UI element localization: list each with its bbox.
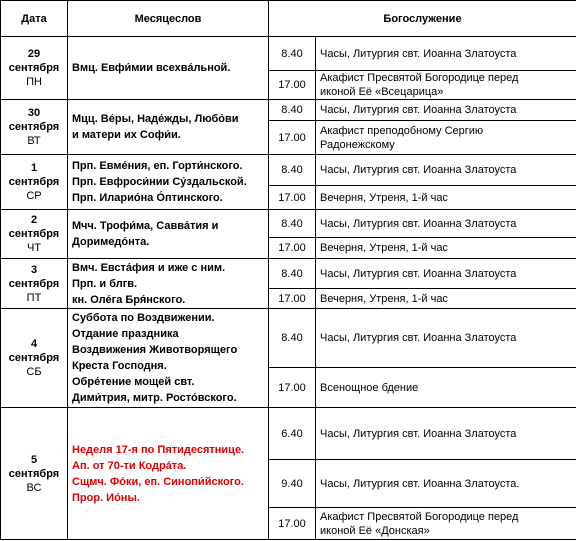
saint-line: Дими́трия, митр. Росто́вского. (72, 392, 237, 404)
date-day: 4 (30, 338, 38, 350)
date-weekday: ЧТ (26, 242, 42, 254)
service-text (316, 186, 576, 210)
service-time: 17.00 (269, 508, 316, 540)
service-time: 17.00 (269, 121, 316, 155)
saint-line: кн. Оле́га Бря́нского. (72, 293, 186, 306)
date-cell (1, 37, 68, 100)
saint-cell (68, 155, 269, 210)
saint-line: Ап. от 70-ти Кодра́та. (72, 459, 187, 472)
day-row (1, 37, 576, 71)
date-day: 29 (27, 48, 41, 60)
service-text-line: Радонежскому (320, 138, 395, 151)
date-month: сентября (8, 62, 60, 74)
service-text (316, 460, 576, 508)
saint-line: Мчч. Трофи́ма, Савва́тия и (72, 220, 219, 232)
service-text-line: иконой Её «Всецарица» (320, 86, 444, 98)
saint-line: Прор. Ио́ны. (72, 491, 140, 504)
date-month: сентября (8, 228, 60, 240)
service-text (316, 37, 576, 71)
saint-line: Мцц. Ве́ры, Наде́жды, Любо́ви (72, 113, 239, 125)
service-text-line: Часы, Литургия свт. Иоанна Златоуста (320, 267, 517, 280)
saint-cell (68, 309, 269, 408)
service-time: 17.00 (269, 71, 316, 100)
service-text (316, 121, 576, 155)
date-weekday: ВС (26, 481, 42, 494)
date-weekday: ПТ (26, 291, 42, 304)
day-row (1, 210, 576, 238)
date-month: сентября (8, 121, 60, 133)
date-month: сентября (8, 467, 60, 480)
date-day: 1 (30, 162, 38, 174)
service-time: 8.40 (269, 210, 316, 238)
service-time: 8.40 (269, 100, 316, 121)
service-time: 8.40 (269, 259, 316, 289)
date-weekday: СБ (26, 366, 42, 378)
date-day: 30 (27, 107, 41, 119)
date-weekday: ПН (26, 76, 42, 88)
service-text-line: Часы, Литургия свт. Иоанна Златоуста. (320, 477, 520, 490)
service-time: 8.40 (269, 309, 316, 368)
service-text (316, 508, 576, 540)
header-service: Богослужение (269, 1, 576, 37)
date-cell (1, 259, 68, 309)
service-text-line: Вечерня, Утреня, 1-й час (320, 242, 448, 254)
service-time: 6.40 (269, 408, 316, 460)
day-row (1, 259, 576, 289)
service-text (316, 408, 576, 460)
saint-cell (68, 100, 269, 155)
date-weekday: СР (26, 190, 42, 202)
service-text (316, 259, 576, 289)
service-text (316, 210, 576, 238)
saint-line: Отдание праздника (72, 328, 179, 340)
saint-line: Неделя 17-я по Пятидесятнице. (72, 443, 245, 456)
saint-line: Креста Господня. (72, 360, 167, 372)
date-day: 5 (30, 453, 38, 466)
saint-cell (68, 408, 269, 540)
service-text (316, 100, 576, 121)
service-time: 17.00 (269, 368, 316, 408)
service-text (316, 238, 576, 259)
service-time: 8.40 (269, 155, 316, 186)
saint-cell (68, 37, 269, 100)
service-text (316, 289, 576, 309)
service-text-line: Часы, Литургия свт. Иоанна Златоуста (320, 332, 517, 344)
service-text-line: Акафист преподобному Сергию (320, 124, 484, 137)
saint-line: Прп. Иларио́на О́птинского. (72, 192, 223, 204)
date-month: сентября (8, 352, 60, 364)
saint-line: Вмц. Евфи́мии всехва́льной. (72, 62, 231, 74)
service-text-line: Акафист Пресвятой Богородице перед (320, 72, 519, 84)
service-text-line: Всенощное бдение (320, 381, 419, 394)
header-menologion: Месяцеслов (68, 1, 269, 37)
service-text-line: Часы, Литургия свт. Иоанна Златоуста (320, 427, 517, 440)
date-cell (1, 155, 68, 210)
date-cell (1, 309, 68, 408)
saint-line: Прп. Евме́ния, еп. Горти́нского. (72, 160, 243, 172)
saint-line: Прп. Евфроси́нии Су́здальской. (72, 176, 247, 188)
service-text (316, 71, 576, 100)
service-text (316, 309, 576, 368)
day-row (1, 408, 576, 460)
header-row (1, 1, 576, 37)
day-row (1, 155, 576, 186)
service-text-line: Вечерня, Утреня, 1-й час (320, 191, 448, 204)
service-time: 9.40 (269, 460, 316, 508)
service-text-line: Часы, Литургия свт. Иоанна Златоуста (320, 217, 517, 230)
service-text-line: Вечерня, Утреня, 1-й час (320, 292, 448, 305)
date-month: сентября (8, 176, 60, 188)
day-row (1, 100, 576, 121)
date-day: 2 (30, 214, 38, 226)
saint-cell (68, 210, 269, 259)
service-text-line: Часы, Литургия свт. Иоанна Златоуста (320, 104, 517, 116)
header-date: Дата (1, 1, 68, 37)
saint-line: Обре́тение мощей свт. (72, 376, 195, 388)
date-month: сентября (8, 277, 60, 290)
saint-line: Воздвижения Животворящего (72, 344, 238, 356)
saint-cell (68, 259, 269, 309)
saint-line: Доримедо́нта. (72, 236, 150, 248)
service-text-line: Часы, Литургия свт. Иоанна Златоуста (320, 164, 517, 176)
service-text-line: Акафист Пресвятой Богородице перед (320, 510, 519, 523)
saint-line: Суббота по Воздвижении. (72, 312, 215, 324)
saint-line: Прп. и блгв. (72, 277, 138, 290)
date-day: 3 (30, 263, 38, 276)
saint-line: Вмч. Евста́фия и иже с ним. (72, 261, 226, 274)
saint-line: и матери их Софи́и. (72, 129, 181, 141)
date-cell (1, 408, 68, 540)
saint-line: Сщмч. Фо́ки, еп. Синопи́йского. (72, 475, 244, 488)
service-text (316, 155, 576, 186)
date-cell (1, 210, 68, 259)
service-time: 8.40 (269, 37, 316, 71)
service-text-line: Часы, Литургия свт. Иоанна Златоуста (320, 47, 517, 60)
service-text-line: иконой Её «Донская» (320, 524, 430, 537)
service-time: 17.00 (269, 186, 316, 210)
service-time: 17.00 (269, 289, 316, 309)
service-time: 17.00 (269, 238, 316, 259)
date-weekday: ВТ (27, 135, 41, 147)
service-text (316, 368, 576, 408)
day-row (1, 309, 576, 368)
date-cell (1, 100, 68, 155)
